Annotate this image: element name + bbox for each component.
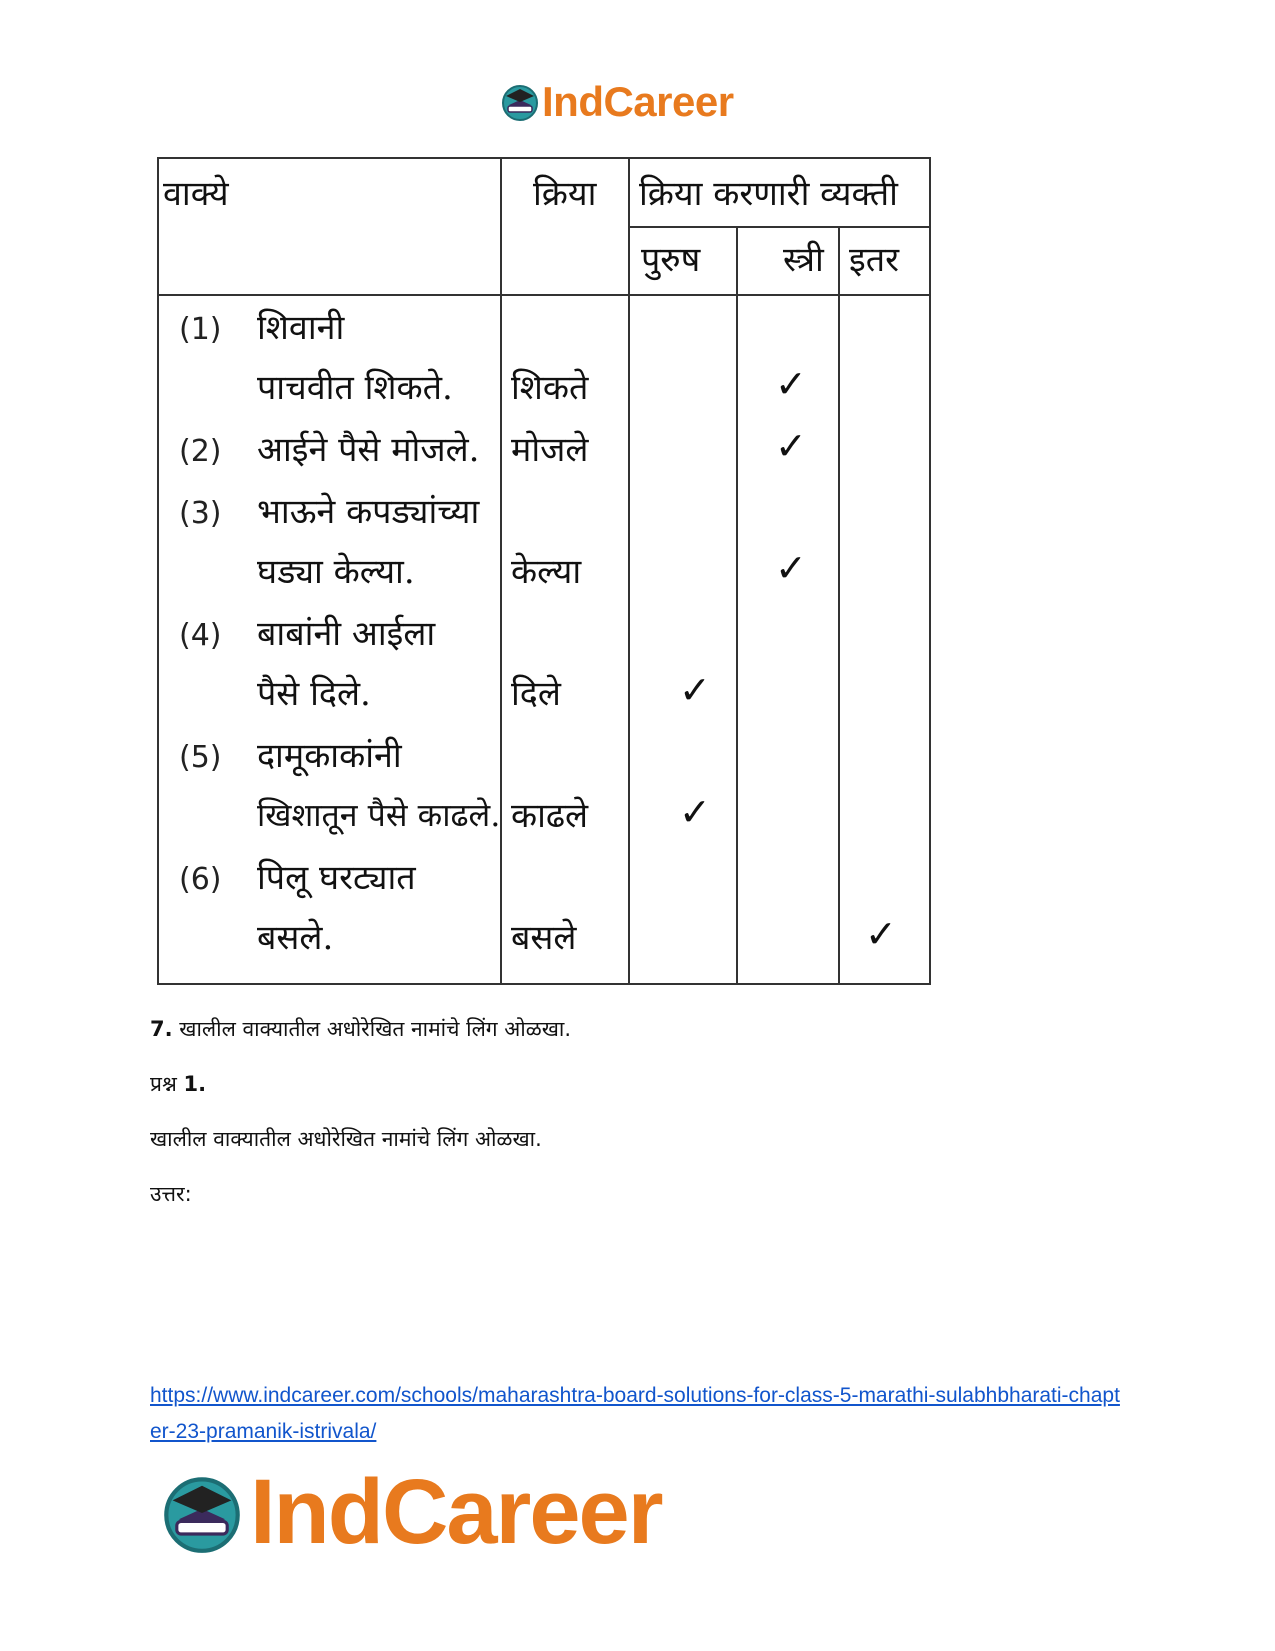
row-sentence-line2: पाचवीत शिकते. (257, 368, 453, 408)
row-sentence-line1: दामूकाकांनी (257, 736, 402, 776)
question-heading (150, 1070, 206, 1098)
header-logo (500, 78, 734, 126)
row-sentence-line2: पैसे दिले. (257, 674, 371, 714)
row-sentence-line1: बाबांनी आईला (257, 614, 436, 654)
verb-gender-table (157, 157, 933, 987)
tick-mark: ✓ (775, 362, 807, 406)
logo-text: IndCareer (542, 78, 734, 125)
row-number: (1) (179, 312, 222, 347)
tick-mark: ✓ (775, 424, 807, 468)
row-sentence-line1: आईने पैसे मोजले. (257, 430, 480, 470)
question-label: प्रश्न (150, 1072, 177, 1096)
row-verb: दिले (511, 674, 561, 714)
graduation-cap-globe-icon (500, 82, 540, 122)
row-number: (2) (179, 434, 222, 469)
row-verb: मोजले (511, 430, 589, 470)
header-verb: क्रिया (533, 174, 597, 214)
row-verb: शिकते (511, 368, 589, 408)
source-link[interactable]: https://www.indcareer.com/schools/maharashtra-board-solutions-for-class-5-marathi-sulabhbharati-chapter-23-pramanik-istrivala/ (150, 1384, 1120, 1443)
row-verb: काढले (511, 796, 589, 836)
row-number: (5) (179, 740, 222, 775)
section-number: 7. (150, 1017, 173, 1041)
header-other: इतर (849, 240, 899, 280)
question-number: 1. (183, 1072, 207, 1096)
row-number: (6) (179, 862, 222, 897)
header-male: पुरुष (641, 240, 701, 280)
row-sentence-line2: बसले. (257, 918, 334, 958)
row-verb: केल्या (511, 552, 582, 592)
section-heading-text: खालील वाक्यातील अधोरेखित नामांचे लिंग ओळखा. (179, 1017, 572, 1041)
row-number: (3) (179, 496, 222, 531)
logo-text: IndCareer (250, 1461, 662, 1563)
row-sentence-line2: खिशातून पैसे काढले. (257, 796, 501, 834)
footer-logo (160, 1460, 662, 1565)
tick-mark: ✓ (775, 546, 807, 590)
tick-mark: ✓ (679, 790, 711, 834)
section-heading (150, 1015, 571, 1043)
row-sentence-line1: पिलू घरट्यात (257, 858, 416, 898)
question-text: खालील वाक्यातील अधोरेखित नामांचे लिंग ओळखा. (150, 1127, 542, 1151)
answer-label: उत्तर: (150, 1182, 192, 1206)
header-sentences: वाक्ये (163, 174, 229, 214)
row-verb: बसले (511, 918, 577, 958)
row-number: (4) (179, 618, 222, 653)
tick-mark: ✓ (679, 668, 711, 712)
row-sentence-line1: शिवानी (257, 308, 345, 348)
tick-mark: ✓ (865, 912, 897, 956)
header-female: स्त्री (783, 240, 824, 280)
row-sentence-line2: घड्या केल्या. (257, 552, 415, 592)
graduation-cap-globe-icon (160, 1471, 244, 1555)
header-doer: क्रिया करणारी व्यक्ती (639, 174, 898, 214)
row-sentence-line1: भाऊने कपड्यांच्या (257, 492, 480, 532)
